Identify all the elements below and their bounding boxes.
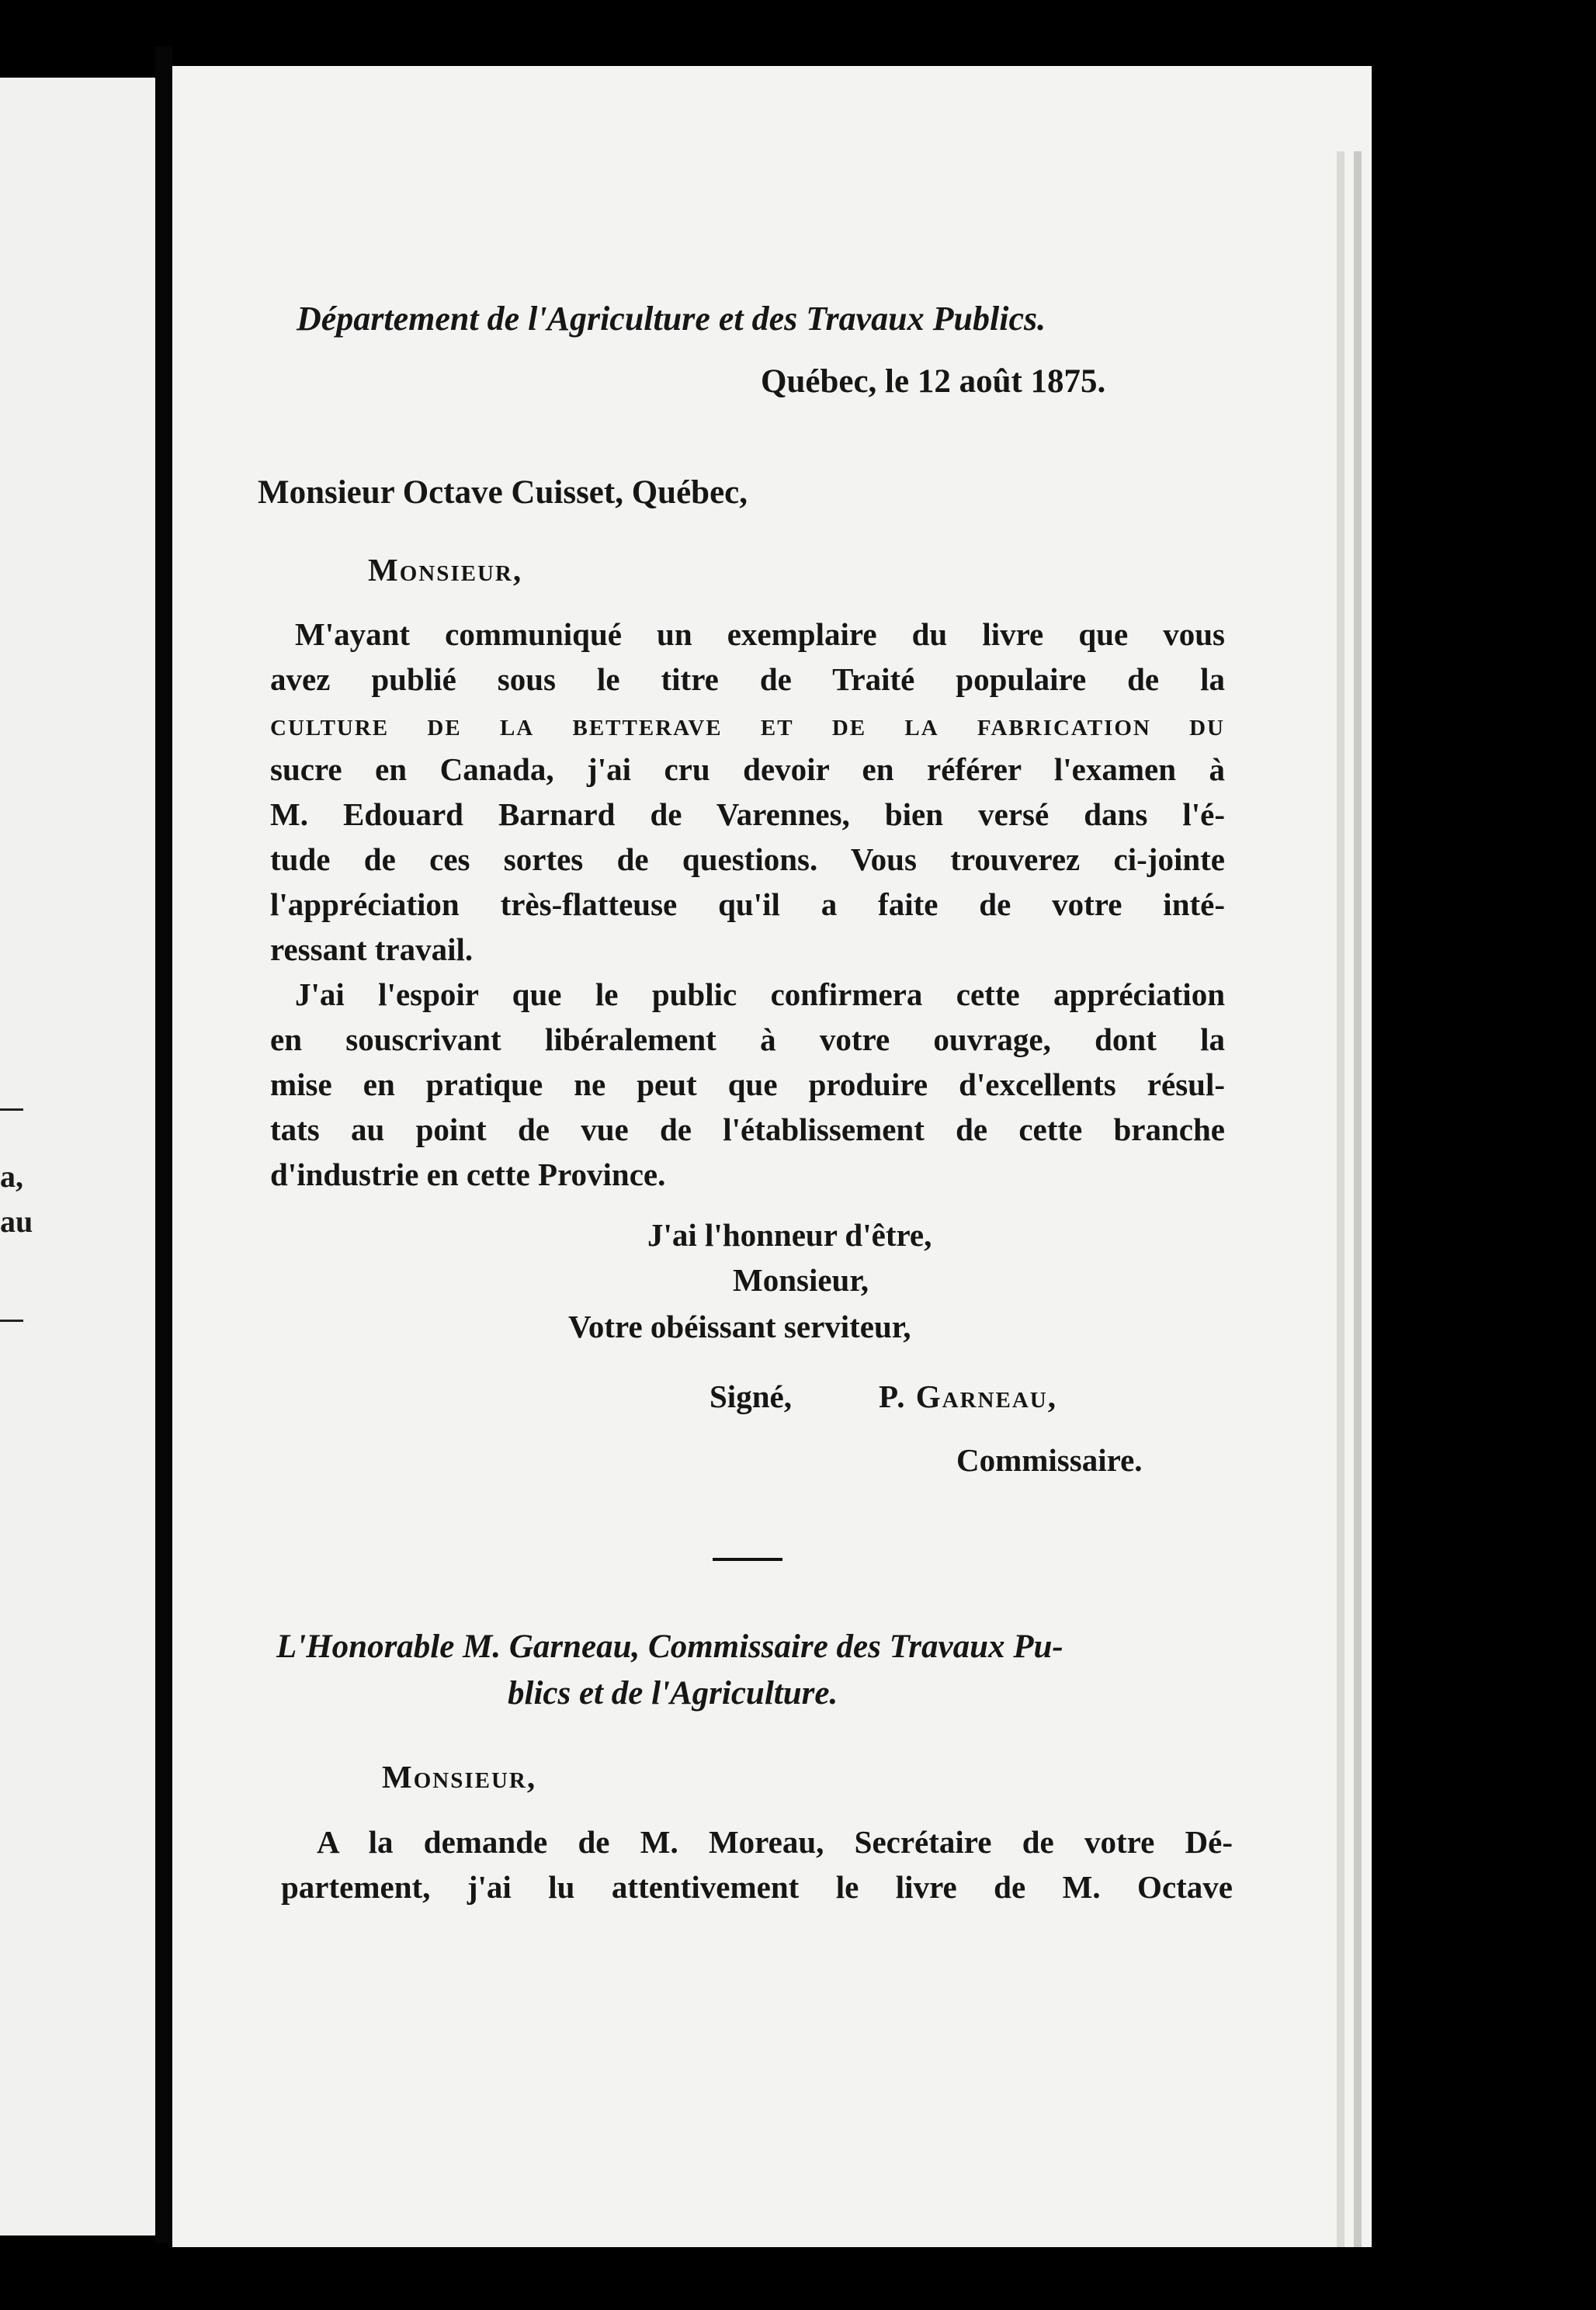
left-page-rule <box>0 1320 23 1322</box>
salutation: Monsieur, <box>382 1759 537 1795</box>
left-page-fragment: a, <box>0 1159 23 1194</box>
paragraph-line: mise en pratique ne peut que produire d'excellents résul- <box>270 1067 1225 1102</box>
book-page <box>172 66 1372 2247</box>
paragraph-line: sucre en Canada, j'ai cru devoir en référer l'examen à <box>270 751 1225 787</box>
signer-name: P. Garneau, <box>879 1379 1057 1414</box>
paragraph-line: M'ayant communiqué un exemplaire du livre que vous <box>295 616 1225 652</box>
closing-line: Votre obéissant serviteur, <box>568 1309 911 1344</box>
paragraph-line: A la demande de M. Moreau, Secrétaire de votre Dé- <box>317 1824 1233 1860</box>
left-page-fragment: au <box>0 1204 33 1239</box>
paragraph-line: tats au point de vue de l'établissement de cette branche <box>270 1112 1225 1147</box>
page-edge <box>1337 151 1344 2247</box>
paragraph-line: culture de la betterave et de la fabrication du <box>270 706 1225 742</box>
section-divider <box>713 1558 782 1561</box>
page-edge <box>1354 151 1362 2247</box>
closing-line: Monsieur, <box>733 1262 869 1298</box>
signer-title: Commissaire. <box>956 1442 1143 1478</box>
department-heading: Département de l'Agriculture et des Travaux Publics. <box>297 300 1046 338</box>
left-page-rule <box>0 1108 23 1111</box>
paragraph-line: J'ai l'espoir que le public confirmera cette appréciation <box>295 976 1225 1012</box>
closing-line: J'ai l'honneur d'être, <box>647 1217 932 1253</box>
paragraph-line: tude de ces sortes de questions. Vous trouverez ci-jointe <box>270 841 1225 877</box>
letter2-heading: L'Honorable M. Garneau, Commissaire des Travaux Pu- <box>276 1628 1063 1665</box>
paragraph-line: partement, j'ai lu attentivement le livre de M. Octave <box>281 1869 1233 1905</box>
left-page-margin <box>0 78 155 2235</box>
paragraph-line: l'appréciation très-flatteuse qu'il a faite de votre inté- <box>270 886 1225 922</box>
salutation: Monsieur, <box>368 552 523 588</box>
paragraph-line: ressant travail. <box>270 931 474 967</box>
paragraph-line: d'industrie en cette Province. <box>270 1157 666 1192</box>
book-gutter <box>155 47 172 2243</box>
paragraph-line: en souscrivant libéralement à votre ouvrage, dont la <box>270 1021 1225 1057</box>
signed-label: Signé, <box>710 1379 792 1414</box>
addressee: Monsieur Octave Cuisset, Québec, <box>258 474 748 511</box>
paragraph-line: M. Edouard Barnard de Varennes, bien versé dans l'é- <box>270 796 1225 832</box>
letter2-heading: blics et de l'Agriculture. <box>508 1675 838 1712</box>
letter-date: Québec, le 12 août 1875. <box>761 363 1106 400</box>
paragraph-line: avez publié sous le titre de Traité populaire de la <box>270 661 1225 697</box>
